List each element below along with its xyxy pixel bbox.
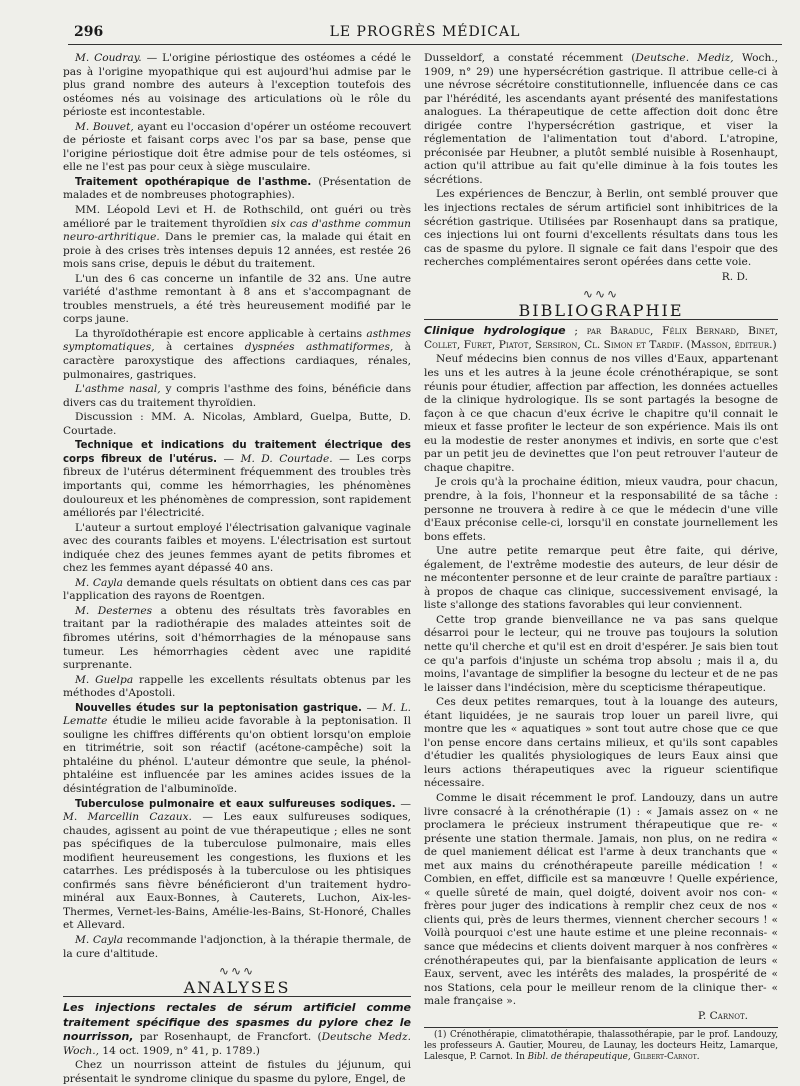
paragraph — [63, 383, 411, 410]
paragraph-text: La thyroïdothérapie est encore applicable à certains — [75, 327, 367, 340]
page-header — [68, 22, 782, 45]
speaker-name: M. Cayla — [75, 576, 123, 589]
footnote — [424, 1027, 778, 1063]
ornament-rule: ∿∿∿ — [582, 287, 620, 302]
subsection-title: Technique et indications du traitement électrique des corps fibreux de l'utérus. — [63, 440, 411, 465]
article-reference: par Rosenhaupt, de Francfort. ( — [133, 1031, 322, 1044]
paragraph-text: L'auteur a surtout employé l'électrisation galvanique vaginale avec des courants faibles et moyens. L'électrisation est surtout indiquée chez des jeunes femmes ayant de petits fibromes et chez les femmes ayant dépassé 40 ans. — [63, 521, 411, 575]
journal-reference: Deutsche Medz. Woch., — [63, 1031, 411, 1057]
left-column — [63, 52, 412, 1085]
paragraph-text: demande quels résultats on obtient dans ces cas par l'application des rayons de Roentgen. — [63, 576, 411, 603]
paragraph-text: (Présentation de malades et de nombreuses photographies). — [63, 175, 412, 202]
paragraph — [63, 934, 411, 961]
paragraph-text: rappelle les excellents résultats obtenus par les méthodes d'Apostoli. — [63, 673, 411, 700]
speaker-name: — M. Marcellin Cazaux. — [63, 797, 412, 824]
italic-text: six cas d'asthme commun neuro-arthritique. — [63, 217, 411, 244]
subsection-title: Traitement opothérapique de l'asthme. — [75, 176, 312, 188]
paragraph-text: — Les corps fibreux de l'utérus déterminent fréquemment des troubles très importants qui, comme les hémorrhagies, les phénomènes douloureux et les phénomènes de compression, sont rapidement améliorés par l'électricité. — [63, 452, 412, 520]
journal-title: LE PROGRÈS MÉDICAL — [329, 24, 521, 40]
paragraph-text: — L'origine périostique des ostéomes a cédé le pas à l'origine myopathique qui est aujourd'hui admise par le plus grand nombre des auteurs à l'exception toutefois des ostéomes nés au voisinage des articulations où le rôle du périoste est incontestable. — [63, 52, 412, 119]
paragraph — [63, 702, 411, 797]
paragraph — [424, 792, 778, 1009]
ornament-rule: ∿∿∿ — [218, 964, 256, 979]
footnote-text — [424, 1030, 778, 1063]
footnote-text-part: Gilbert-Carnot. — [630, 1052, 700, 1063]
journal-reference: Deutsche. Mediz, — [635, 52, 734, 64]
paragraph-text: Discussion : MM. A. Nicolas, Amblard, Guelpa, Butte, D. Courtade. — [63, 411, 411, 437]
paragraph-text: Chez un nourrisson atteint de fistules du jéjunum, qui présentait le syndrome clinique du spasme du pylore, Engel, de — [63, 1059, 411, 1085]
paragraph — [63, 577, 411, 604]
paragraph — [63, 605, 411, 673]
italic-text: asthmes symptomatiques, — [63, 327, 411, 354]
bibliography-entry — [424, 324, 778, 1023]
paragraph-text: ayant eu l'occasion d'opérer un ostéome recouvert de périoste et faisant corps avec l'os par sa base, pense que l'origine périostique doit être admise pour de tels ostéomes, si elle ne l'est pas pour ceux à siège musculaire. — [63, 120, 411, 174]
paragraph — [424, 52, 778, 187]
book-authors: ; par Baraduc, Félix Bernard, Binet, Collet, Furet, Piatot, Sersiron, Cl. Simon et Tardif. (Masson, éditeur.) — [424, 325, 779, 351]
book-title: Clinique hydrologique — [424, 324, 566, 338]
paragraph — [63, 522, 411, 576]
paragraph-text: recommande l'adjonction, à la thérapie thermale, de la cure d'altitude. — [63, 934, 411, 960]
speaker-name: M. Guelpa — [75, 673, 134, 686]
italic-text: dyspnées asthmatiformes, — [244, 341, 394, 354]
speaker-name: M. Cayla — [75, 934, 124, 946]
paragraph — [63, 439, 411, 520]
paragraph — [63, 1059, 411, 1086]
paragraph-text: Une autre petite remarque peut être faite, qui dérive, également, de l'extrême modestie des auteurs, de leur désir de ne mécontenter personne et de leur crainte de paraître partiaux : à propos de chaque cas clinique, successivement envisagé, la liste s'allonge des stations favorables qui leur conviennent. — [424, 545, 778, 612]
paragraph — [63, 121, 411, 175]
paragraph-text: étudie le milieu acide favorable à la peptonisation. Il souligne les chiffres différents qu'on obtient lorsqu'on emploie en titrimétrie, soit son réactif (acétone-campêche) soit la phtaléine du phénol. L'auteur démontre que seule, la phénol-phtaléine est influencée par les amines acides issues de la désintégration de l'albuminoïde. — [63, 715, 411, 795]
author-signature: R. D. — [721, 270, 748, 283]
paragraph-text: Je crois qu'à la prochaine édition, mieux vaudra, pour chacun, prendre, à la fois, l'honneur et la responsabilité de sa tâche : personne ne trouvera à redire à ce que le médecin d'une ville d'Eaux préconise celle-ci, lorsqu'il en constate journellement les bons effets. — [424, 476, 778, 543]
paragraph-text: L'un des 6 cas concerne un infantile de 32 ans. Une autre variété d'asthme remontant à 8 ans et s'accompagnant de troubles menstruels, a été très heureusement modifié par le corps jaune. — [63, 272, 411, 326]
paragraph — [424, 476, 778, 544]
analysis-heading — [63, 1001, 411, 1058]
paragraph-text: Dans le premier cas, la malade qui était en proie à des crises très intenses depuis 12 années, est restée 26 mois sans crise, depuis le début du traitement. — [63, 231, 411, 271]
section-heading-analyses: ANALYSES — [63, 981, 411, 998]
paragraph — [63, 328, 411, 382]
paragraph-text: Neuf médecins bien connus de nos villes d'Eaux, appartenant les uns et les autres à la jeune école crénothérapique, se sont réunis pour étudier, affection par affection, les données actuelles de la clinique hydrologique. Ils se sont partagés la besogne de façon à ce que chacun d'eux écrive le chapitre qu'il connait le mieux et fasse profiter le lecteur de son expérience. Mais ils ont eu la modestie de rester anonymes et indivis, en sorte que c'est par un petit jeu de devinettes que l'on peut retrouver l'auteur de chaque chapitre. — [424, 353, 778, 474]
paragraph — [63, 411, 411, 438]
footnote-text-part: (1) Crénothérapie, climatothérapie, thalassothérapie, par le prof. Landouzy, les professeurs A. Gautier, Moureu, de Launay, les docteurs Heitz, Lamarque, Lalesque, P. Carnot. In — [424, 1030, 778, 1063]
paragraph-text: Cette trop grande bienveillance ne va pas sans quelque désarroi pour le lecteur, qui ne trouve pas toujours la solution nette qu'il cherche et qu'il est en droit d'espérer. Je sais bien tout ce qu'a parfois d'injuste un schéma trop absolu ; mais il a, du moins, l'avantage de simplifier la besogne du lecteur et de ne pas le laisser dans l'indécision, mère du scepticisme thérapeutique. — [424, 613, 778, 694]
paragraph-text: MM. Léopold Levi et H. de Rothschild, ont guéri ou très amélioré par le traitement thyroïdien — [63, 204, 411, 230]
paragraph — [63, 273, 411, 327]
paragraph-text: y compris l'asthme des foins, bénéficie dans divers cas du traitement thyroïdien. — [63, 383, 412, 409]
paragraph-text: Ces deux petites remarques, tout à la louange des auteurs, étant liquidées, je ne saurais trop louer un pareil livre, qui montre que les « aquatiques » sont tout autre chose que ce que l'on pense encore dans certains milieux, et qu'ils sont capables d'étudier les qualités physiologiques de leurs Eaux ainsi que leurs actions thérapeutiques avec la rigueur scientifique nécessaire. — [424, 696, 778, 790]
speaker-name: M. Desternes — [75, 604, 153, 617]
footnote-italic: Bibl. de thérapeutique, — [527, 1052, 631, 1063]
paragraph — [63, 52, 411, 120]
speaker-name: — M. D. Courtade. — [217, 452, 333, 465]
paragraph-text: — Les eaux sulfureuses sodiques, chaudes, agissent au point de vue thérapeutique ; elles ne sont pas spécifiques de la tuberculose pulmonaire, mais elles modifient heureusement les congestions, les fluxions et les catarrhes. Les prédisposés à la tuberculose ou les phtisiques confirmés sans fièvre bénéficieront d'un traitement hydro-minéral aux Eaux-Bonnes, à Cauterets, Luchon, Aix-les-Thermes, Vernet-les-Bains, Amélie-les-Bains, St-Honoré, Challes et Allevard. — [63, 811, 411, 932]
section-heading-bibliographie: BIBLIOGRAPHIE — [424, 304, 778, 321]
paragraph-text: a obtenu des résultats très favorables en traitant par la radiothérapie des malades atteintes soit de fibromes utérins, soit d'hémorrhagies de la ménopause sans tumeur. Les hémorrhagies cèdent avec une rapidité surprenante. — [63, 604, 411, 672]
paragraph-text: Comme le disait récemment le prof. Landouzy, dans un autre livre consacré à la crénothérapie (1) : « Jamais assez on « ne proclamera le précieux instrument thérapeutique que re- « présente une station thermale. Jamais, non plus, on ne redira « de quel maniement délicat est l'arme à deux tranchants que « met aux mains du crénothérapeute pareille médication ! « Combien, en effet, difficile est sa manœuvre ! Quelle expérience, « quelle sûreté de main, quel doigté, doivent avoir nos con- « frères pour juger des indications à remplir chez ceux de nos « clients qui, près de leurs thermes, viennent chercher secours ! « Voilà pourquoi c'est une haute estime et une pleine reconnais- « sance que médecins et clients doivent marquer à nos confrères « crénothérapeutes qui, par la bienfaisante application de leurs « Eaux, servent, avec les intérêts des malades, la prospérité de « nos Stations, cela pour le meilleur renom de la clinique ther- « male française ». — [424, 791, 778, 1008]
paragraph-text: Les expériences de Benczur, à Berlin, ont semblé prouver que les injections rectales de sérum artificiel sont inhibitrices de la sécrétion gastrique. Utilisées par Rosenhaupt dans sa pratique, ces injections lui ont fourni d'excellents résultats dans tous les cas de spasme du pylore. Il signale ce fait dans l'espoir que des recherches complémentaires seront opérées dans cette voie. — [424, 188, 778, 269]
speaker-name: — M. L. Lematte — [63, 701, 411, 728]
paragraph — [63, 674, 411, 701]
italic-text: L'asthme nasal, — [75, 383, 161, 396]
speaker-name: M. Coudray. — [75, 52, 142, 64]
subsection-title: Nouvelles études sur la peptonisation gastrique. — [75, 702, 362, 714]
paragraph — [424, 353, 778, 475]
paragraph — [424, 545, 778, 613]
paragraph — [63, 798, 411, 933]
paragraph — [424, 696, 778, 791]
paragraph — [63, 204, 411, 272]
paragraph-text: Woch., 1909, n° 29) une hypersécrétion gastrique. Il attribue celle-ci à une névrose sécrétoire constitutionnelle, influencée dans ce cas par l'hérédité, les ascendants ayant présenté des manifestations analogues. La thérapeutique de cette affection doit donc être dirigée contre l'hypersécrétion gastrique, et viser la réglementation de l'alimentation tout d'abord. L'atropine, préconisée par Heubner, a plutôt semblé nuisible à Rosenhaupt, action qu'il attribue au fait qu'elle diminue à la fois toutes les sécrétions. — [424, 52, 779, 186]
paragraph-text: à caractère paroxystique des affections cardiaques, rénales, pulmonaires, gastriques. — [63, 341, 411, 381]
speaker-name: M. Bouvet, — [75, 120, 134, 133]
paragraph — [424, 614, 778, 695]
right-column — [424, 52, 779, 1063]
book-heading — [424, 324, 778, 352]
article-reference: 14 oct. 1909, n° 41, p. 1789.) — [99, 1044, 260, 1057]
page-number: 296 — [74, 24, 104, 40]
paragraph — [424, 188, 778, 269]
article-title: Les injections rectales de sérum artificiel comme traitement spécifique des spasmes du pylore chez le nourrisson, — [63, 1001, 411, 1044]
paragraph — [63, 176, 411, 203]
paragraph-text: Dusseldorf, a constaté récemment ( — [424, 52, 636, 64]
paragraph-text: à certaines — [154, 341, 245, 354]
author-signature: P. Carnot. — [697, 1009, 748, 1022]
subsection-title: Tuberculose pulmonaire et eaux sulfureuses sodiques. — [75, 798, 396, 810]
